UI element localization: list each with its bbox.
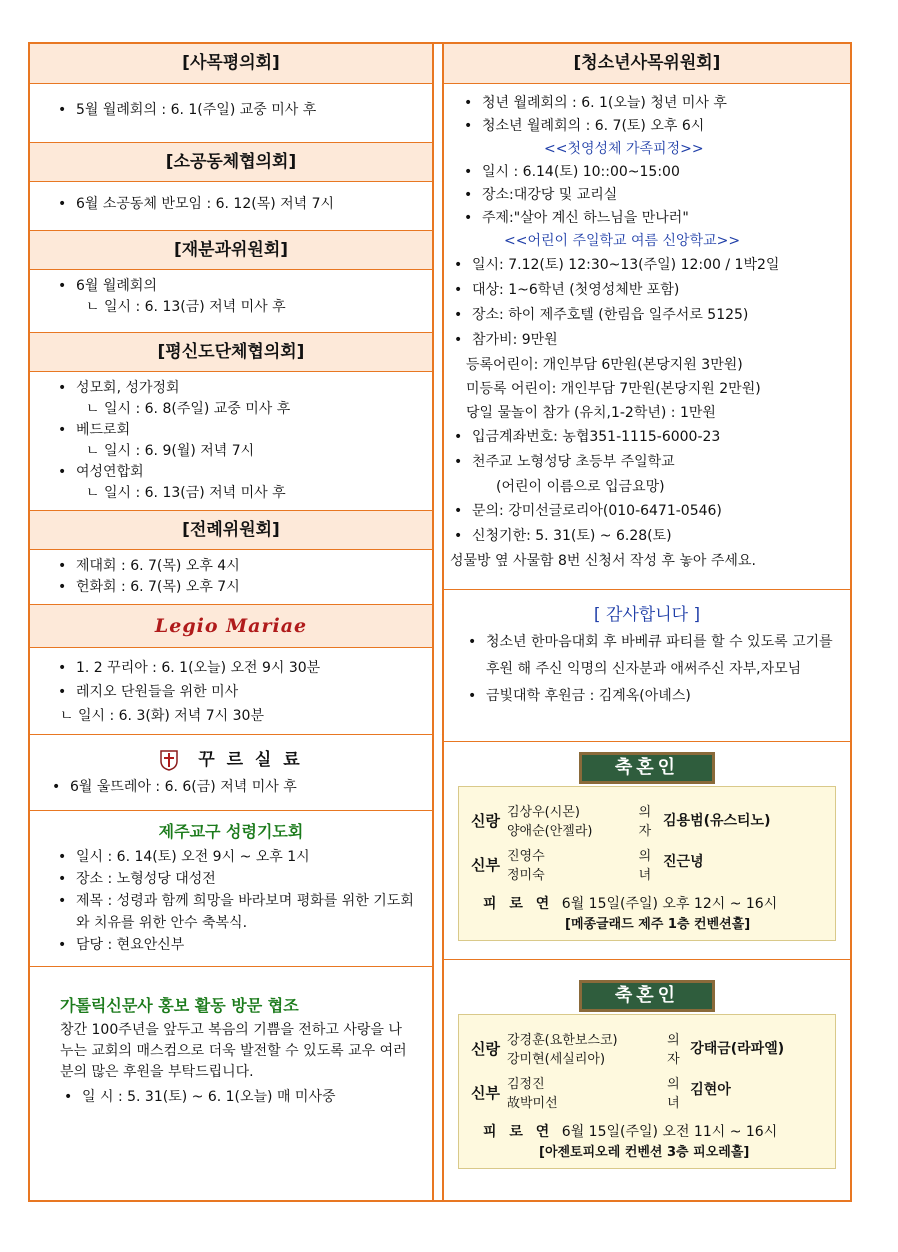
list-item: • 제목 : 성령과 함께 희망을 바라보며 평화를 위한 기도회와 치유를 위한 안수 축복식. [54, 890, 422, 934]
list-item: • 장소: 하이 제주호텔 (한림읍 일주서로 5125) [450, 303, 844, 328]
section-title: [청소년사목위원회] [444, 44, 850, 84]
section-body: 창간 100주년을 앞두고 복음의 기쁨을 전하고 사랑을 나누는 교회의 매스컴으로 더욱 발전할 수 있도록 교우 여러분의 많은 후원을 부탁드립니다. [60, 1022, 407, 1080]
left-column [30, 44, 434, 1200]
list-item: • 성모회, 성가정회 [54, 378, 422, 399]
list-item: • 5월 월례회의 : 6. 1(주일) 교중 미사 후 [54, 100, 422, 121]
event-subtitle: <<첫영성체 가족피정>> [544, 141, 704, 157]
bride-label: 신부 [471, 855, 500, 874]
reception-label: 피 로 연 [483, 896, 554, 912]
list-item: • 일시: 7.12(토) 12:30~13(주일) 12:00 / 1박2일 [450, 253, 844, 278]
event-subtitle: <<어린이 주일학교 여름 신앙학교>> [504, 233, 741, 249]
list-item: • 제대회 : 6. 7(목) 오후 4시 [54, 556, 422, 577]
reception-label: 피 로 연 [483, 1124, 554, 1140]
parent-name: 김상우(시몬) [507, 805, 580, 820]
relation: 자 [667, 1052, 680, 1067]
groom-name: 강태금(라파엘) [690, 1041, 785, 1057]
section-title: [평신도단체협의회] [30, 332, 432, 372]
relation: 자 [638, 824, 652, 839]
list-subitem: ㄴ 일시 : 6. 3(화) 저녁 7시 30분 [60, 708, 264, 724]
cursillo-emblem-icon [159, 749, 179, 771]
section-title: [재분과위원회] [30, 230, 432, 270]
list-item: • 청소년 한마음대회 후 바베큐 파티를 할 수 있도록 고기를 후원 해 주신 익명의 신자분과 애써주신 자부,자모님 [464, 629, 836, 683]
wedding-notice [444, 741, 850, 959]
section-title: [ 감사합니다 ] [593, 605, 701, 625]
bride-name: 진근녕 [663, 854, 704, 870]
footer-note: 성물방 옆 사물함 8번 신청서 작성 후 놓아 주세요. [450, 553, 756, 569]
section-title: [전례위원회] [30, 510, 432, 550]
groom-name: 김용범(유스티노) [663, 813, 771, 829]
section-title: 꾸 르 실 료 [198, 750, 303, 770]
section-title: [소공동체협의회] [30, 142, 432, 182]
list-subitem: ㄴ 일시 : 6. 13(금) 저녁 미사 후 [86, 485, 286, 501]
list-item: • 담당 : 현요안신부 [54, 934, 422, 956]
section-title: [사목평의회] [30, 44, 432, 84]
list-item: • 베드로회 [54, 420, 422, 441]
list-subitem: ㄴ 일시 : 6. 8(주일) 교중 미사 후 [86, 401, 291, 417]
relation: 의 [667, 1033, 680, 1048]
relation: 녀 [667, 1096, 680, 1111]
relation: 의 [638, 849, 652, 864]
list-item: • 헌화회 : 6. 7(목) 오후 7시 [54, 577, 422, 598]
list-item: • 6월 울뜨레아 : 6. 6(금) 저녁 미사 후 [48, 777, 422, 798]
section-title: 제주교구 성령기도회 [158, 822, 304, 841]
relation: 의 [638, 805, 652, 820]
bride-label: 신부 [471, 1083, 500, 1102]
list-item: • 문의: 강미선글로리아(010-6471-0546) [450, 499, 844, 524]
wedding-notice [444, 959, 850, 1169]
relation: 의 [667, 1077, 680, 1092]
bulletin-frame [28, 42, 852, 1202]
list-item: • 일시 : 6.14(토) 10::00~15:00 [460, 161, 844, 184]
list-item: • 금빛대학 후원금 : 김계옥(아녜스) [464, 683, 836, 710]
reception-time: 6월 15일(주일) 오후 12시 ~ 16시 [561, 896, 778, 912]
list-item: • 청년 월례회의 : 6. 1(오늘) 청년 미사 후 [460, 92, 844, 115]
fee-line: 등록어린이: 개인부담 6만원(본당지원 3만원) [466, 357, 743, 373]
list-subitem: ㄴ 일시 : 6. 9(월) 저녁 7시 [86, 443, 255, 459]
list-item: • 천주교 노형성당 초등부 주일학교 [450, 450, 844, 475]
wedding-board: 축혼인 [579, 752, 715, 784]
list-subitem: ㄴ 일시 : 6. 13(금) 저녁 미사 후 [86, 299, 286, 315]
parent-name: 양애순(안젤라) [507, 824, 593, 839]
list-item: • 신청기한: 5. 31(토) ~ 6.28(토) [450, 524, 844, 549]
parent-name: 김정진 [507, 1077, 545, 1092]
groom-label: 신랑 [471, 811, 500, 830]
relation: 녀 [638, 868, 652, 883]
list-item: • 여성연합회 [54, 462, 422, 483]
fee-line: 미등록 어린이: 개인부담 7만원(본당지원 2만원) [466, 381, 761, 397]
list-item: • 일 시 : 5. 31(토) ~ 6. 1(오늘) 매 미사중 [60, 1085, 414, 1109]
list-item: • 장소:대강당 및 교리실 [460, 184, 844, 207]
list-item: • 대상: 1~6학년 (첫영성체반 포함) [450, 278, 844, 303]
list-item: • 장소 : 노형성당 대성전 [54, 868, 422, 890]
fee-line: 당일 물놀이 참가 (유치,1-2학년) : 1만원 [466, 405, 716, 421]
note: (어린이 이름으로 입금요망) [496, 479, 665, 495]
reception-time: 6월 15일(주일) 오전 11시 ~ 16시 [561, 1124, 778, 1140]
wedding-board: 축혼인 [579, 980, 715, 1012]
list-item: • 입금계좌번호: 농협351-1115-6000-23 [450, 425, 844, 450]
list-item: • 레지오 단원들을 위한 미사 [54, 680, 422, 704]
parent-name: 故박미선 [507, 1096, 558, 1111]
list-item: • 주제:"살아 계신 하느님을 만나러" [460, 207, 844, 230]
section-title: 가톨릭신문사 홍보 활동 방문 협조 [60, 996, 299, 1015]
list-item: • 6월 소공동체 반모임 : 6. 12(목) 저녁 7시 [54, 194, 422, 215]
groom-label: 신랑 [471, 1039, 500, 1058]
right-column [442, 44, 850, 1200]
bride-name: 김현아 [690, 1082, 731, 1098]
list-item: • 참가비: 9만원 [450, 328, 844, 353]
parent-name: 강경훈(요한보스코) [507, 1033, 618, 1048]
list-item: • 일시 : 6. 14(토) 오전 9시 ~ 오후 1시 [54, 846, 422, 868]
list-item: • 청소년 월례회의 : 6. 7(토) 오후 6시 [460, 115, 844, 138]
parent-name: 진영수 [507, 849, 545, 864]
legio-mariae-title: Legio Mariae [30, 604, 432, 648]
parent-name: 강미현(세실리아) [507, 1052, 606, 1067]
reception-venue: [메종글래드 제주 1층 컨벤션홀] [565, 917, 751, 932]
list-item: • 1. 2 꾸리아 : 6. 1(오늘) 오전 9시 30분 [54, 656, 422, 680]
parent-name: 정미숙 [507, 868, 545, 883]
reception-venue: [아젠토피오레 컨벤션 3층 피오레홀] [539, 1145, 750, 1160]
list-item: • 6월 월례회의 [54, 276, 422, 297]
